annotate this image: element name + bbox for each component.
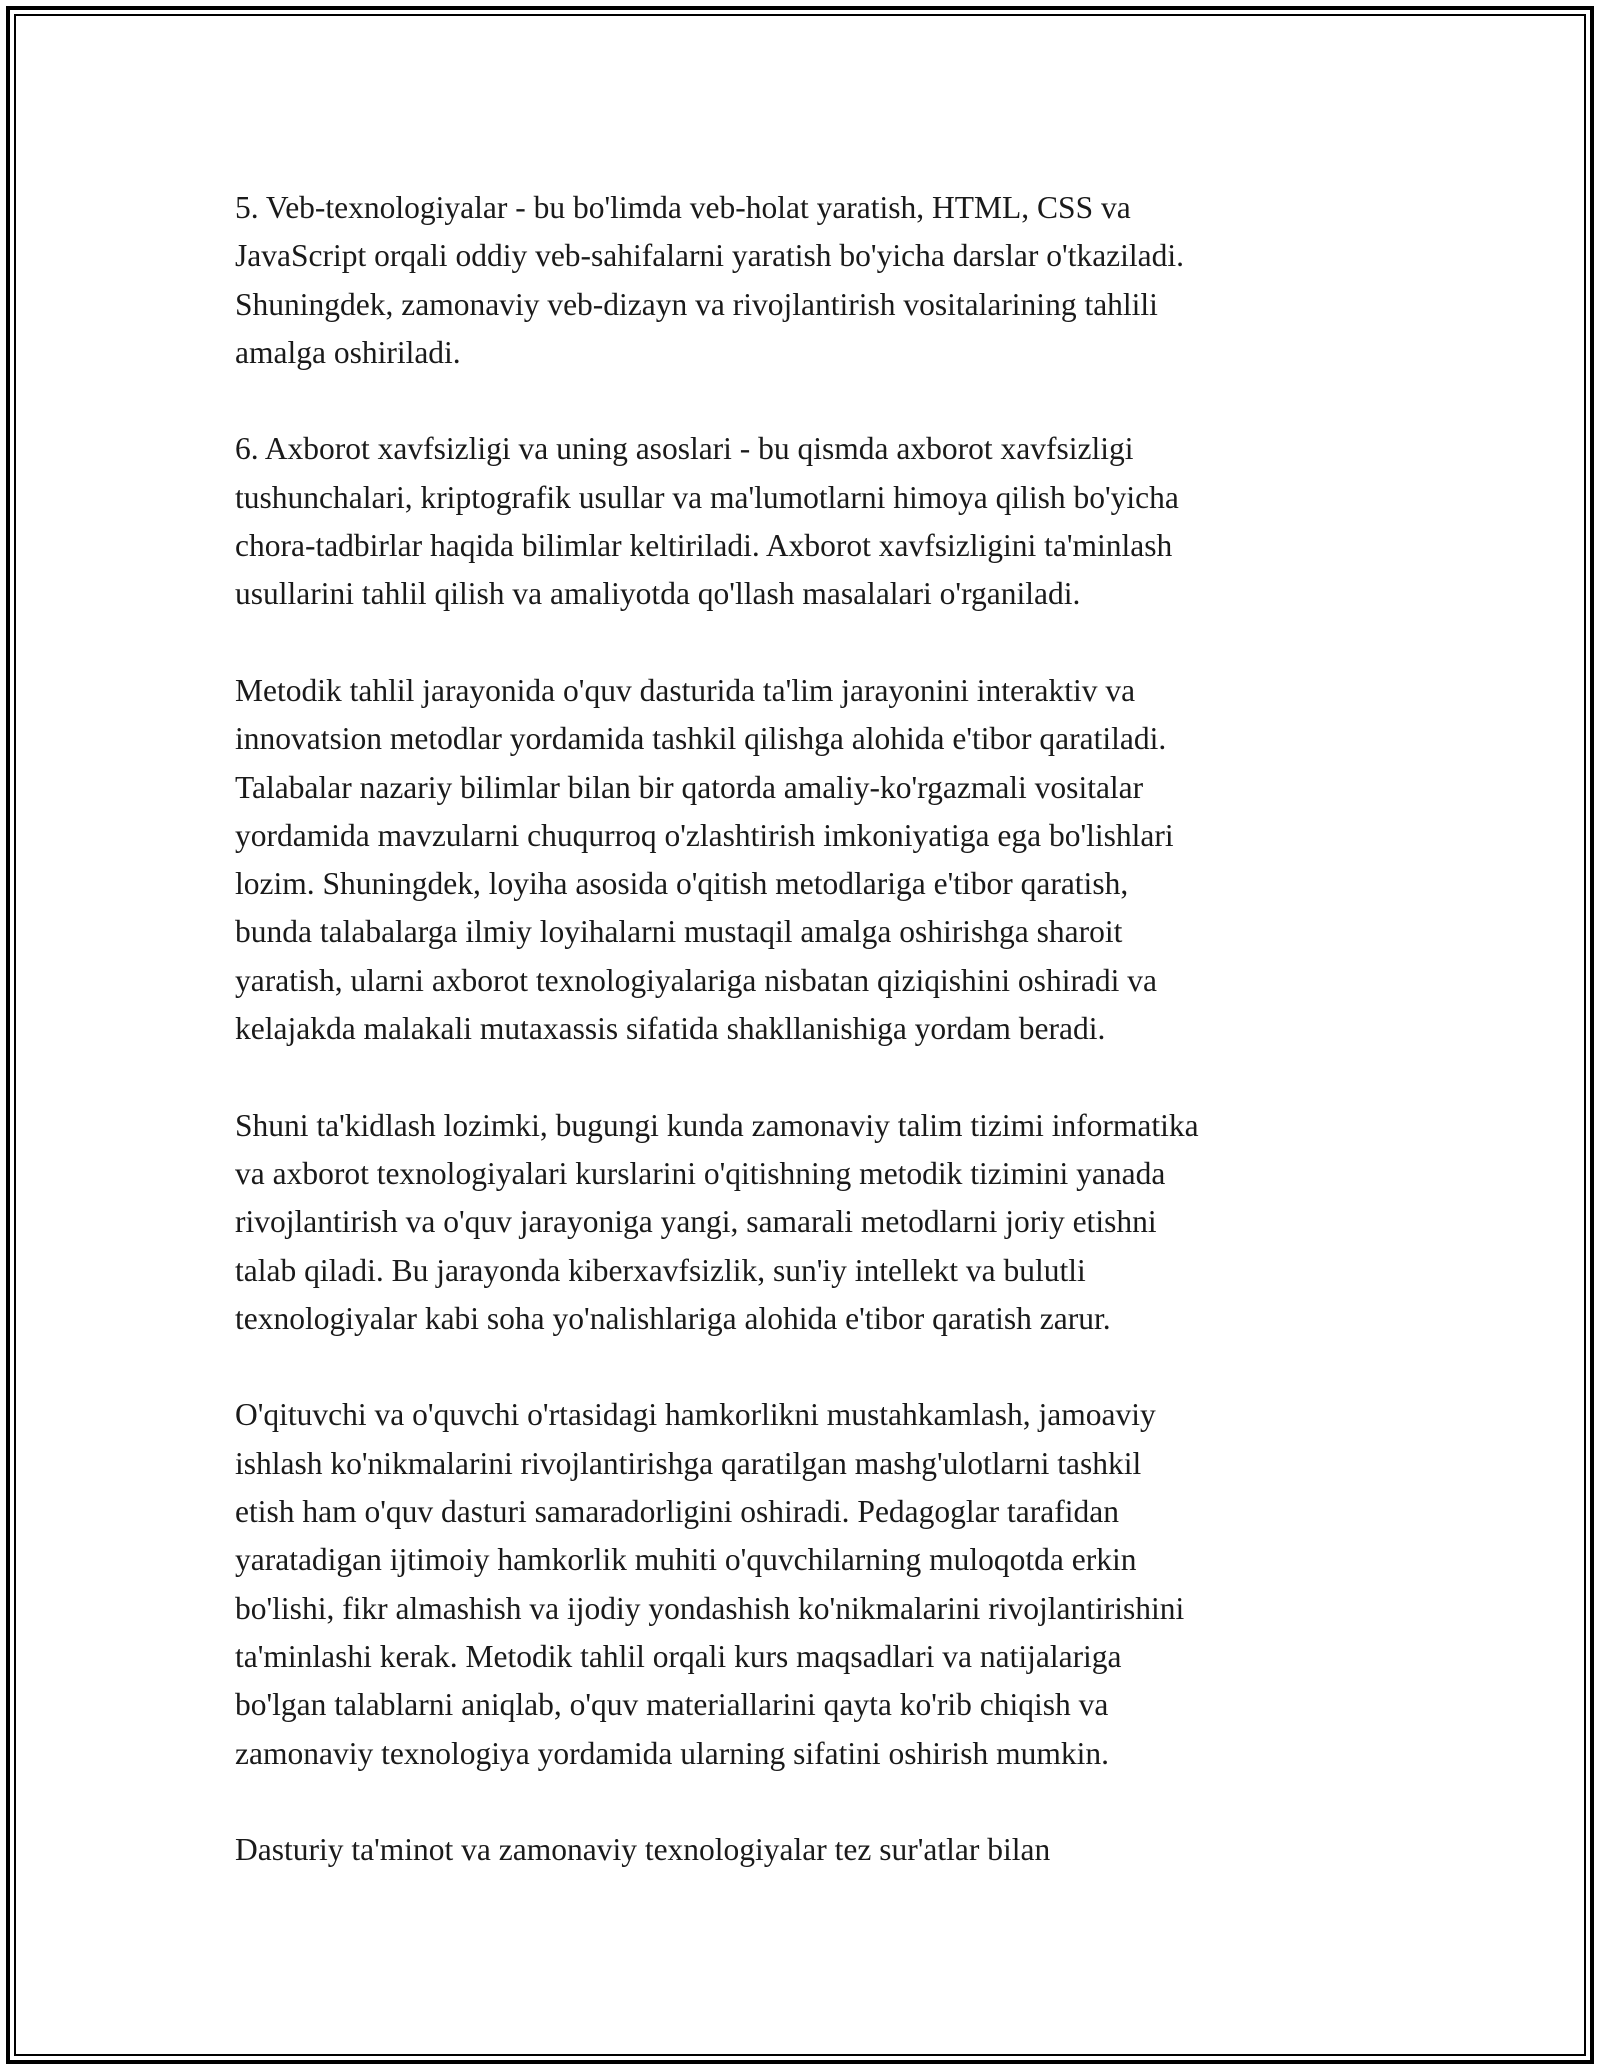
text-line: yaratish, ularni axborot texnologiyalariga nisbatan qiziqishini oshiradi va: [235, 962, 1158, 998]
text-line: tushunchalari, kriptografik usullar va ma'lumotlarni himoya qilish bo'yicha: [235, 479, 1179, 515]
text-line: lozim. Shuningdek, loyiha asosida o'qitish metodlariga e'tibor qaratish,: [235, 866, 1129, 902]
text-line: ishlash ko'nikmalarini rivojlantirishga qaratilgan mashg'ulotlarni tashkil: [235, 1445, 1142, 1481]
text-line: texnologiyalar kabi soha yo'nalishlariga alohida e'tibor qaratish zarur.: [235, 1300, 1111, 1336]
paragraph-web-technologies: [235, 184, 1385, 377]
text-line: usullarini tahlil qilish va amaliyotda qo'llash masalalari o'rganiladi.: [235, 576, 1081, 612]
text-line: 6. Axborot xavfsizligi va uning asoslari - bu qismda axborot xavfsizligi: [235, 431, 1134, 467]
text-line: va axborot texnologiyalari kurslarini o'qitishning metodik tizimini yanada: [235, 1155, 1166, 1191]
text-line: amalga oshiriladi.: [235, 334, 461, 370]
paragraph-methodical-analysis: [235, 667, 1385, 1053]
paragraph-software-technologies: [235, 1826, 1385, 1874]
text-line: Metodik tahlil jarayonida o'quv dasturida ta'lim jarayonini interaktiv va: [235, 672, 1136, 708]
text-line: talab qiladi. Bu jarayonda kiberxavfsizlik, sun'iy intellekt va bulutli: [235, 1252, 1086, 1288]
text-line: yaratadigan ijtimoiy hamkorlik muhiti o'quvchilarning muloqotda erkin: [235, 1542, 1137, 1578]
text-line: etish ham o'quv dasturi samaradorligini oshiradi. Pedagoglar tarafidan: [235, 1494, 1119, 1530]
text-line: Talabalar nazariy bilimlar bilan bir qatorda amaliy-ko'rgazmali vositalar: [235, 769, 1144, 805]
text-line: Shuni ta'kidlash lozimki, bugungi kunda zamonaviy talim tizimi informatika: [235, 1107, 1199, 1143]
text-line: Shuningdek, zamonaviy veb-dizayn va rivojlantirish vositalarining tahlili: [235, 286, 1158, 322]
text-line: ta'minlashi kerak. Metodik tahlil orqali kurs maqsadlari va natijalariga: [235, 1638, 1122, 1674]
text-line: chora-tadbirlar haqida bilimlar keltiriladi. Axborot xavfsizligini ta'minlash: [235, 528, 1173, 564]
paragraph-modern-education: [235, 1102, 1385, 1343]
text-line: innovatsion metodlar yordamida tashkil qilishga alohida e'tibor qaratiladi.: [235, 721, 1167, 757]
paragraph-teacher-student-cooperation: [235, 1391, 1385, 1777]
text-line: bunda talabalarga ilmiy loyihalarni mustaqil amalga oshirishga sharoit: [235, 914, 1123, 950]
document-body: [235, 184, 1385, 1923]
text-line: bo'lishi, fikr almashish va ijodiy yondashish ko'nikmalarini rivojlantirishini: [235, 1590, 1185, 1626]
paragraph-information-security: [235, 425, 1385, 618]
text-line: 5. Veb-texnologiyalar - bu bo'limda veb-holat yaratish, HTML, CSS va: [235, 190, 1131, 225]
text-line: O'qituvchi va o'quvchi o'rtasidagi hamkorlikni mustahkamlash, jamoaviy: [235, 1397, 1156, 1433]
text-line: yordamida mavzularni chuqurroq o'zlashtirish imkoniyatiga ega bo'lishlari: [235, 817, 1174, 853]
text-line: bo'lgan talablarni aniqlab, o'quv materiallarini qayta ko'rib chiqish va: [235, 1687, 1109, 1723]
text-line: zamonaviy texnologiya yordamida ularning sifatini oshirish mumkin.: [235, 1735, 1109, 1771]
text-line: kelajakda malakali mutaxassis sifatida shakllanishiga yordam beradi.: [235, 1011, 1106, 1047]
text-line: JavaScript orqali oddiy veb-sahifalarni yaratish bo'yicha darslar o'tkaziladi.: [235, 238, 1185, 274]
text-line: Dasturiy ta'minot va zamonaviy texnologiyalar tez sur'atlar bilan: [235, 1832, 1051, 1868]
text-line: rivojlantirish va o'quv jarayoniga yangi, samarali metodlarni joriy etishni: [235, 1204, 1157, 1240]
